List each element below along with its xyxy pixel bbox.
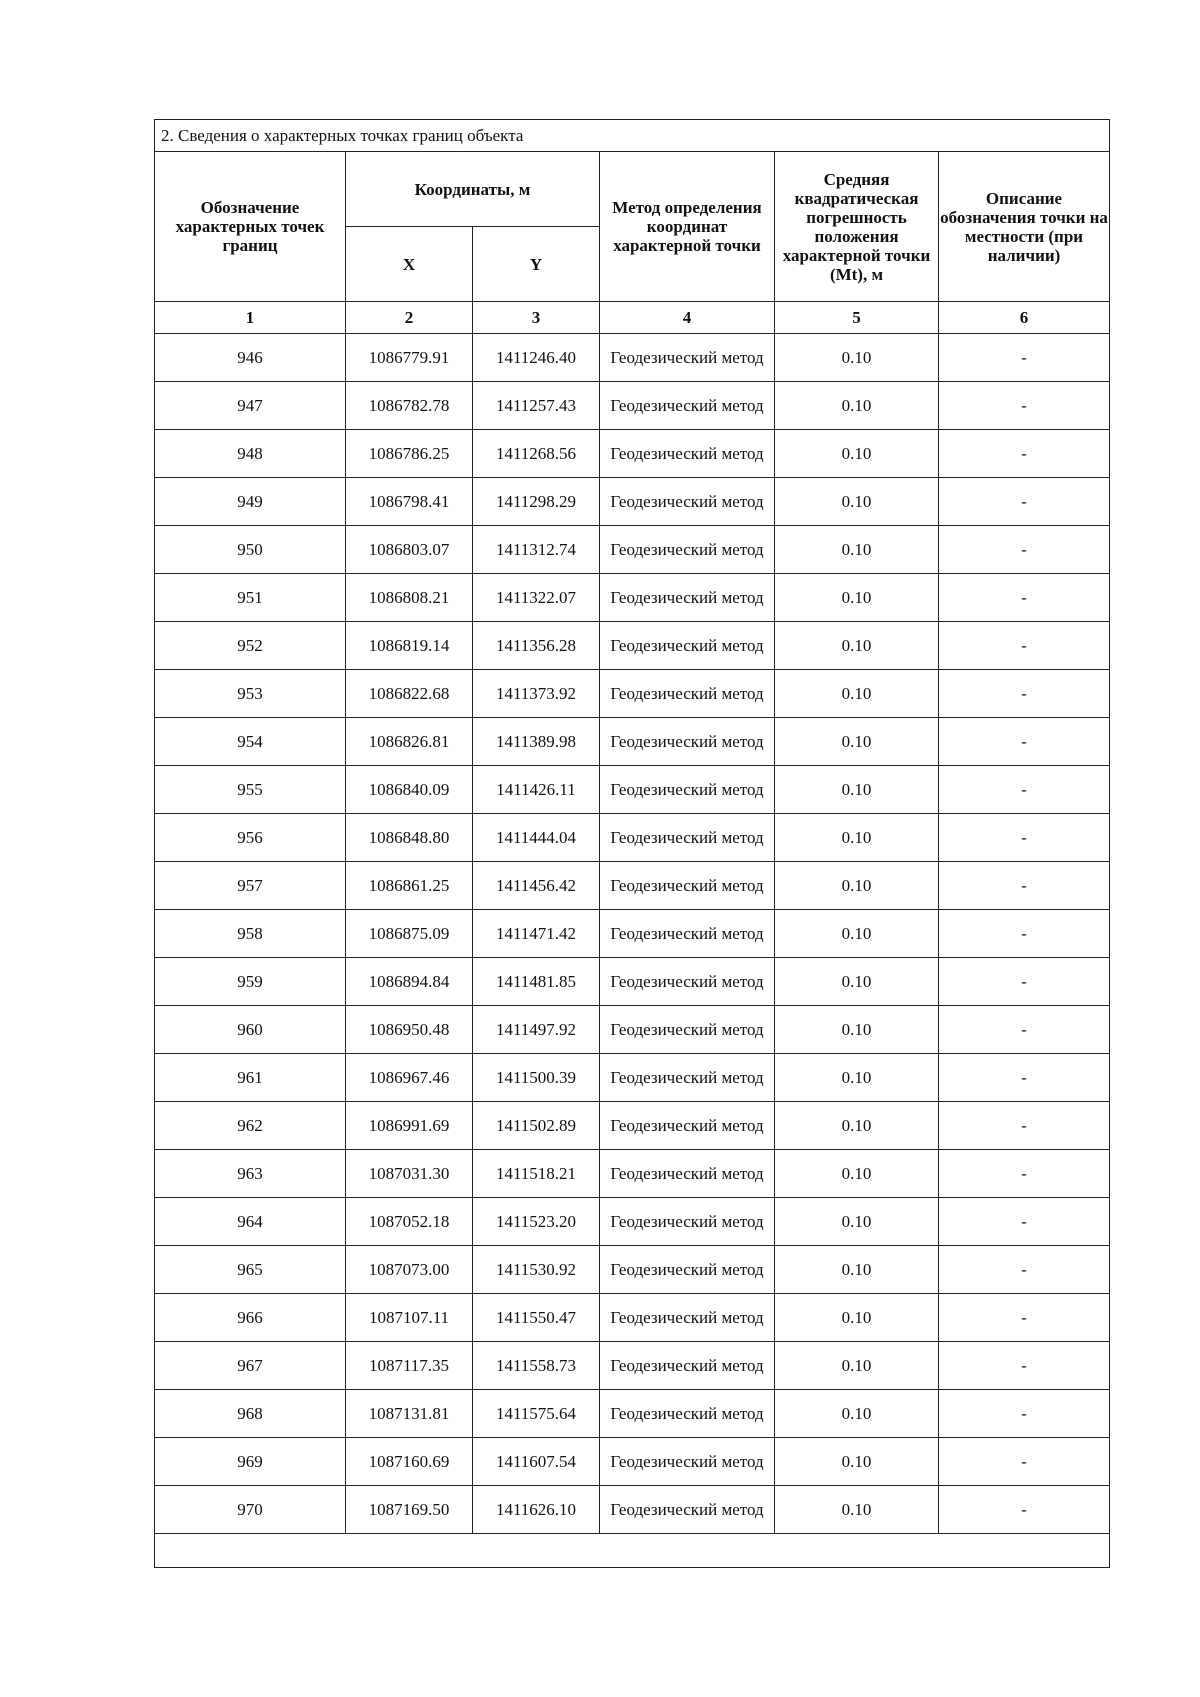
column-number: 4 xyxy=(600,302,775,334)
method-cell: Геодезический метод xyxy=(600,526,775,574)
table-row xyxy=(155,526,1110,574)
table-row xyxy=(155,382,1110,430)
column-number: 1 xyxy=(155,302,346,334)
section-title-row xyxy=(155,120,1110,152)
x-cell: 1086840.09 xyxy=(346,766,473,814)
y-cell: 1411246.40 xyxy=(473,334,600,382)
description-cell: - xyxy=(939,958,1110,1006)
method-cell: Геодезический метод xyxy=(600,862,775,910)
y-cell: 1411500.39 xyxy=(473,1054,600,1102)
error-cell: 0.10 xyxy=(775,862,939,910)
point-cell: 968 xyxy=(155,1390,346,1438)
y-cell: 1411550.47 xyxy=(473,1294,600,1342)
description-cell: - xyxy=(939,1342,1110,1390)
point-cell: 965 xyxy=(155,1246,346,1294)
method-cell: Геодезический метод xyxy=(600,1438,775,1486)
description-cell: - xyxy=(939,622,1110,670)
y-cell: 1411471.42 xyxy=(473,910,600,958)
method-cell: Геодезический метод xyxy=(600,1054,775,1102)
error-cell: 0.10 xyxy=(775,670,939,718)
column-numbers-row xyxy=(155,302,1110,334)
error-cell: 0.10 xyxy=(775,478,939,526)
point-cell: 947 xyxy=(155,382,346,430)
description-cell: - xyxy=(939,1198,1110,1246)
description-cell: - xyxy=(939,1486,1110,1534)
point-cell: 950 xyxy=(155,526,346,574)
header-point-designation: Обозначение характерных точек границ xyxy=(155,152,346,302)
table-row xyxy=(155,1006,1110,1054)
y-cell: 1411257.43 xyxy=(473,382,600,430)
description-cell: - xyxy=(939,766,1110,814)
y-cell: 1411518.21 xyxy=(473,1150,600,1198)
table-row xyxy=(155,1198,1110,1246)
method-cell: Геодезический метод xyxy=(600,958,775,1006)
description-cell: - xyxy=(939,1150,1110,1198)
point-cell: 964 xyxy=(155,1198,346,1246)
point-cell: 956 xyxy=(155,814,346,862)
method-cell: Геодезический метод xyxy=(600,1294,775,1342)
y-cell: 1411389.98 xyxy=(473,718,600,766)
error-cell: 0.10 xyxy=(775,1102,939,1150)
y-cell: 1411312.74 xyxy=(473,526,600,574)
table-row xyxy=(155,862,1110,910)
description-cell: - xyxy=(939,334,1110,382)
method-cell: Геодезический метод xyxy=(600,1342,775,1390)
method-cell: Геодезический метод xyxy=(600,1198,775,1246)
y-cell: 1411268.56 xyxy=(473,430,600,478)
point-cell: 946 xyxy=(155,334,346,382)
table-row xyxy=(155,1438,1110,1486)
column-number: 5 xyxy=(775,302,939,334)
table-row xyxy=(155,718,1110,766)
empty-footer-cell xyxy=(155,1534,1110,1568)
x-cell: 1086819.14 xyxy=(346,622,473,670)
point-cell: 959 xyxy=(155,958,346,1006)
description-cell: - xyxy=(939,1438,1110,1486)
x-cell: 1086779.91 xyxy=(346,334,473,382)
method-cell: Геодезический метод xyxy=(600,478,775,526)
header-y: Y xyxy=(473,227,600,302)
point-cell: 957 xyxy=(155,862,346,910)
error-cell: 0.10 xyxy=(775,430,939,478)
error-cell: 0.10 xyxy=(775,910,939,958)
x-cell: 1086967.46 xyxy=(346,1054,473,1102)
y-cell: 1411575.64 xyxy=(473,1390,600,1438)
point-cell: 954 xyxy=(155,718,346,766)
empty-footer-row xyxy=(155,1534,1110,1568)
x-cell: 1086786.25 xyxy=(346,430,473,478)
table-row xyxy=(155,1102,1110,1150)
table-row xyxy=(155,1486,1110,1534)
point-cell: 951 xyxy=(155,574,346,622)
table-row xyxy=(155,958,1110,1006)
description-cell: - xyxy=(939,1054,1110,1102)
table-row xyxy=(155,430,1110,478)
error-cell: 0.10 xyxy=(775,1438,939,1486)
error-cell: 0.10 xyxy=(775,1486,939,1534)
x-cell: 1087052.18 xyxy=(346,1198,473,1246)
error-cell: 0.10 xyxy=(775,382,939,430)
description-cell: - xyxy=(939,862,1110,910)
error-cell: 0.10 xyxy=(775,526,939,574)
method-cell: Геодезический метод xyxy=(600,1006,775,1054)
description-cell: - xyxy=(939,430,1110,478)
point-cell: 952 xyxy=(155,622,346,670)
x-cell: 1087160.69 xyxy=(346,1438,473,1486)
x-cell: 1087073.00 xyxy=(346,1246,473,1294)
method-cell: Геодезический метод xyxy=(600,910,775,958)
x-cell: 1087117.35 xyxy=(346,1342,473,1390)
description-cell: - xyxy=(939,1006,1110,1054)
y-cell: 1411497.92 xyxy=(473,1006,600,1054)
table-row xyxy=(155,814,1110,862)
point-cell: 967 xyxy=(155,1342,346,1390)
table-row xyxy=(155,910,1110,958)
point-cell: 966 xyxy=(155,1294,346,1342)
error-cell: 0.10 xyxy=(775,1390,939,1438)
point-cell: 963 xyxy=(155,1150,346,1198)
x-cell: 1087107.11 xyxy=(346,1294,473,1342)
table-row xyxy=(155,1294,1110,1342)
method-cell: Геодезический метод xyxy=(600,766,775,814)
description-cell: - xyxy=(939,670,1110,718)
point-cell: 961 xyxy=(155,1054,346,1102)
x-cell: 1086950.48 xyxy=(346,1006,473,1054)
description-cell: - xyxy=(939,814,1110,862)
column-number: 2 xyxy=(346,302,473,334)
point-cell: 960 xyxy=(155,1006,346,1054)
boundary-points-table xyxy=(154,119,1110,1568)
header-method: Метод определения координат характерной точки xyxy=(600,152,775,302)
y-cell: 1411322.07 xyxy=(473,574,600,622)
point-cell: 958 xyxy=(155,910,346,958)
table-row xyxy=(155,1246,1110,1294)
x-cell: 1086803.07 xyxy=(346,526,473,574)
y-cell: 1411298.29 xyxy=(473,478,600,526)
description-cell: - xyxy=(939,1294,1110,1342)
point-cell: 949 xyxy=(155,478,346,526)
error-cell: 0.10 xyxy=(775,814,939,862)
error-cell: 0.10 xyxy=(775,766,939,814)
table-row xyxy=(155,1150,1110,1198)
x-cell: 1086798.41 xyxy=(346,478,473,526)
y-cell: 1411456.42 xyxy=(473,862,600,910)
table-row xyxy=(155,1342,1110,1390)
x-cell: 1086991.69 xyxy=(346,1102,473,1150)
method-cell: Геодезический метод xyxy=(600,334,775,382)
table-row xyxy=(155,766,1110,814)
method-cell: Геодезический метод xyxy=(600,622,775,670)
method-cell: Геодезический метод xyxy=(600,1390,775,1438)
method-cell: Геодезический метод xyxy=(600,814,775,862)
x-cell: 1086782.78 xyxy=(346,382,473,430)
error-cell: 0.10 xyxy=(775,1198,939,1246)
y-cell: 1411373.92 xyxy=(473,670,600,718)
table-row xyxy=(155,334,1110,382)
error-cell: 0.10 xyxy=(775,622,939,670)
x-cell: 1086848.80 xyxy=(346,814,473,862)
method-cell: Геодезический метод xyxy=(600,430,775,478)
y-cell: 1411607.54 xyxy=(473,1438,600,1486)
header-row-1 xyxy=(155,152,1110,227)
y-cell: 1411481.85 xyxy=(473,958,600,1006)
table-row xyxy=(155,670,1110,718)
method-cell: Геодезический метод xyxy=(600,1102,775,1150)
error-cell: 0.10 xyxy=(775,718,939,766)
description-cell: - xyxy=(939,910,1110,958)
point-cell: 953 xyxy=(155,670,346,718)
point-cell: 948 xyxy=(155,430,346,478)
column-number: 6 xyxy=(939,302,1110,334)
description-cell: - xyxy=(939,478,1110,526)
error-cell: 0.10 xyxy=(775,574,939,622)
x-cell: 1086826.81 xyxy=(346,718,473,766)
header-description: Описание обозначения точки на местности (при наличии) xyxy=(939,152,1110,302)
method-cell: Геодезический метод xyxy=(600,1246,775,1294)
y-cell: 1411502.89 xyxy=(473,1102,600,1150)
table-row xyxy=(155,478,1110,526)
x-cell: 1087031.30 xyxy=(346,1150,473,1198)
description-cell: - xyxy=(939,574,1110,622)
table-row xyxy=(155,574,1110,622)
y-cell: 1411356.28 xyxy=(473,622,600,670)
y-cell: 1411426.11 xyxy=(473,766,600,814)
description-cell: - xyxy=(939,718,1110,766)
y-cell: 1411558.73 xyxy=(473,1342,600,1390)
header-error: Средняя квадратическая погрешность положения характерной точки (Mt), м xyxy=(775,152,939,302)
x-cell: 1086875.09 xyxy=(346,910,473,958)
method-cell: Геодезический метод xyxy=(600,1150,775,1198)
table-row xyxy=(155,1054,1110,1102)
y-cell: 1411523.20 xyxy=(473,1198,600,1246)
x-cell: 1086894.84 xyxy=(346,958,473,1006)
description-cell: - xyxy=(939,382,1110,430)
error-cell: 0.10 xyxy=(775,1294,939,1342)
column-number: 3 xyxy=(473,302,600,334)
header-x: X xyxy=(346,227,473,302)
error-cell: 0.10 xyxy=(775,1006,939,1054)
description-cell: - xyxy=(939,1390,1110,1438)
error-cell: 0.10 xyxy=(775,1246,939,1294)
method-cell: Геодезический метод xyxy=(600,718,775,766)
y-cell: 1411444.04 xyxy=(473,814,600,862)
error-cell: 0.10 xyxy=(775,958,939,1006)
x-cell: 1087169.50 xyxy=(346,1486,473,1534)
description-cell: - xyxy=(939,526,1110,574)
table-row xyxy=(155,1390,1110,1438)
error-cell: 0.10 xyxy=(775,334,939,382)
error-cell: 0.10 xyxy=(775,1054,939,1102)
x-cell: 1087131.81 xyxy=(346,1390,473,1438)
description-cell: - xyxy=(939,1102,1110,1150)
description-cell: - xyxy=(939,1246,1110,1294)
point-cell: 962 xyxy=(155,1102,346,1150)
x-cell: 1086822.68 xyxy=(346,670,473,718)
y-cell: 1411530.92 xyxy=(473,1246,600,1294)
section-title: 2. Сведения о характерных точках границ объекта xyxy=(155,120,1110,152)
table-row xyxy=(155,622,1110,670)
point-cell: 955 xyxy=(155,766,346,814)
error-cell: 0.10 xyxy=(775,1150,939,1198)
method-cell: Геодезический метод xyxy=(600,670,775,718)
error-cell: 0.10 xyxy=(775,1342,939,1390)
method-cell: Геодезический метод xyxy=(600,382,775,430)
header-coordinates: Координаты, м xyxy=(346,152,600,227)
point-cell: 970 xyxy=(155,1486,346,1534)
point-cell: 969 xyxy=(155,1438,346,1486)
method-cell: Геодезический метод xyxy=(600,574,775,622)
method-cell: Геодезический метод xyxy=(600,1486,775,1534)
y-cell: 1411626.10 xyxy=(473,1486,600,1534)
x-cell: 1086808.21 xyxy=(346,574,473,622)
x-cell: 1086861.25 xyxy=(346,862,473,910)
